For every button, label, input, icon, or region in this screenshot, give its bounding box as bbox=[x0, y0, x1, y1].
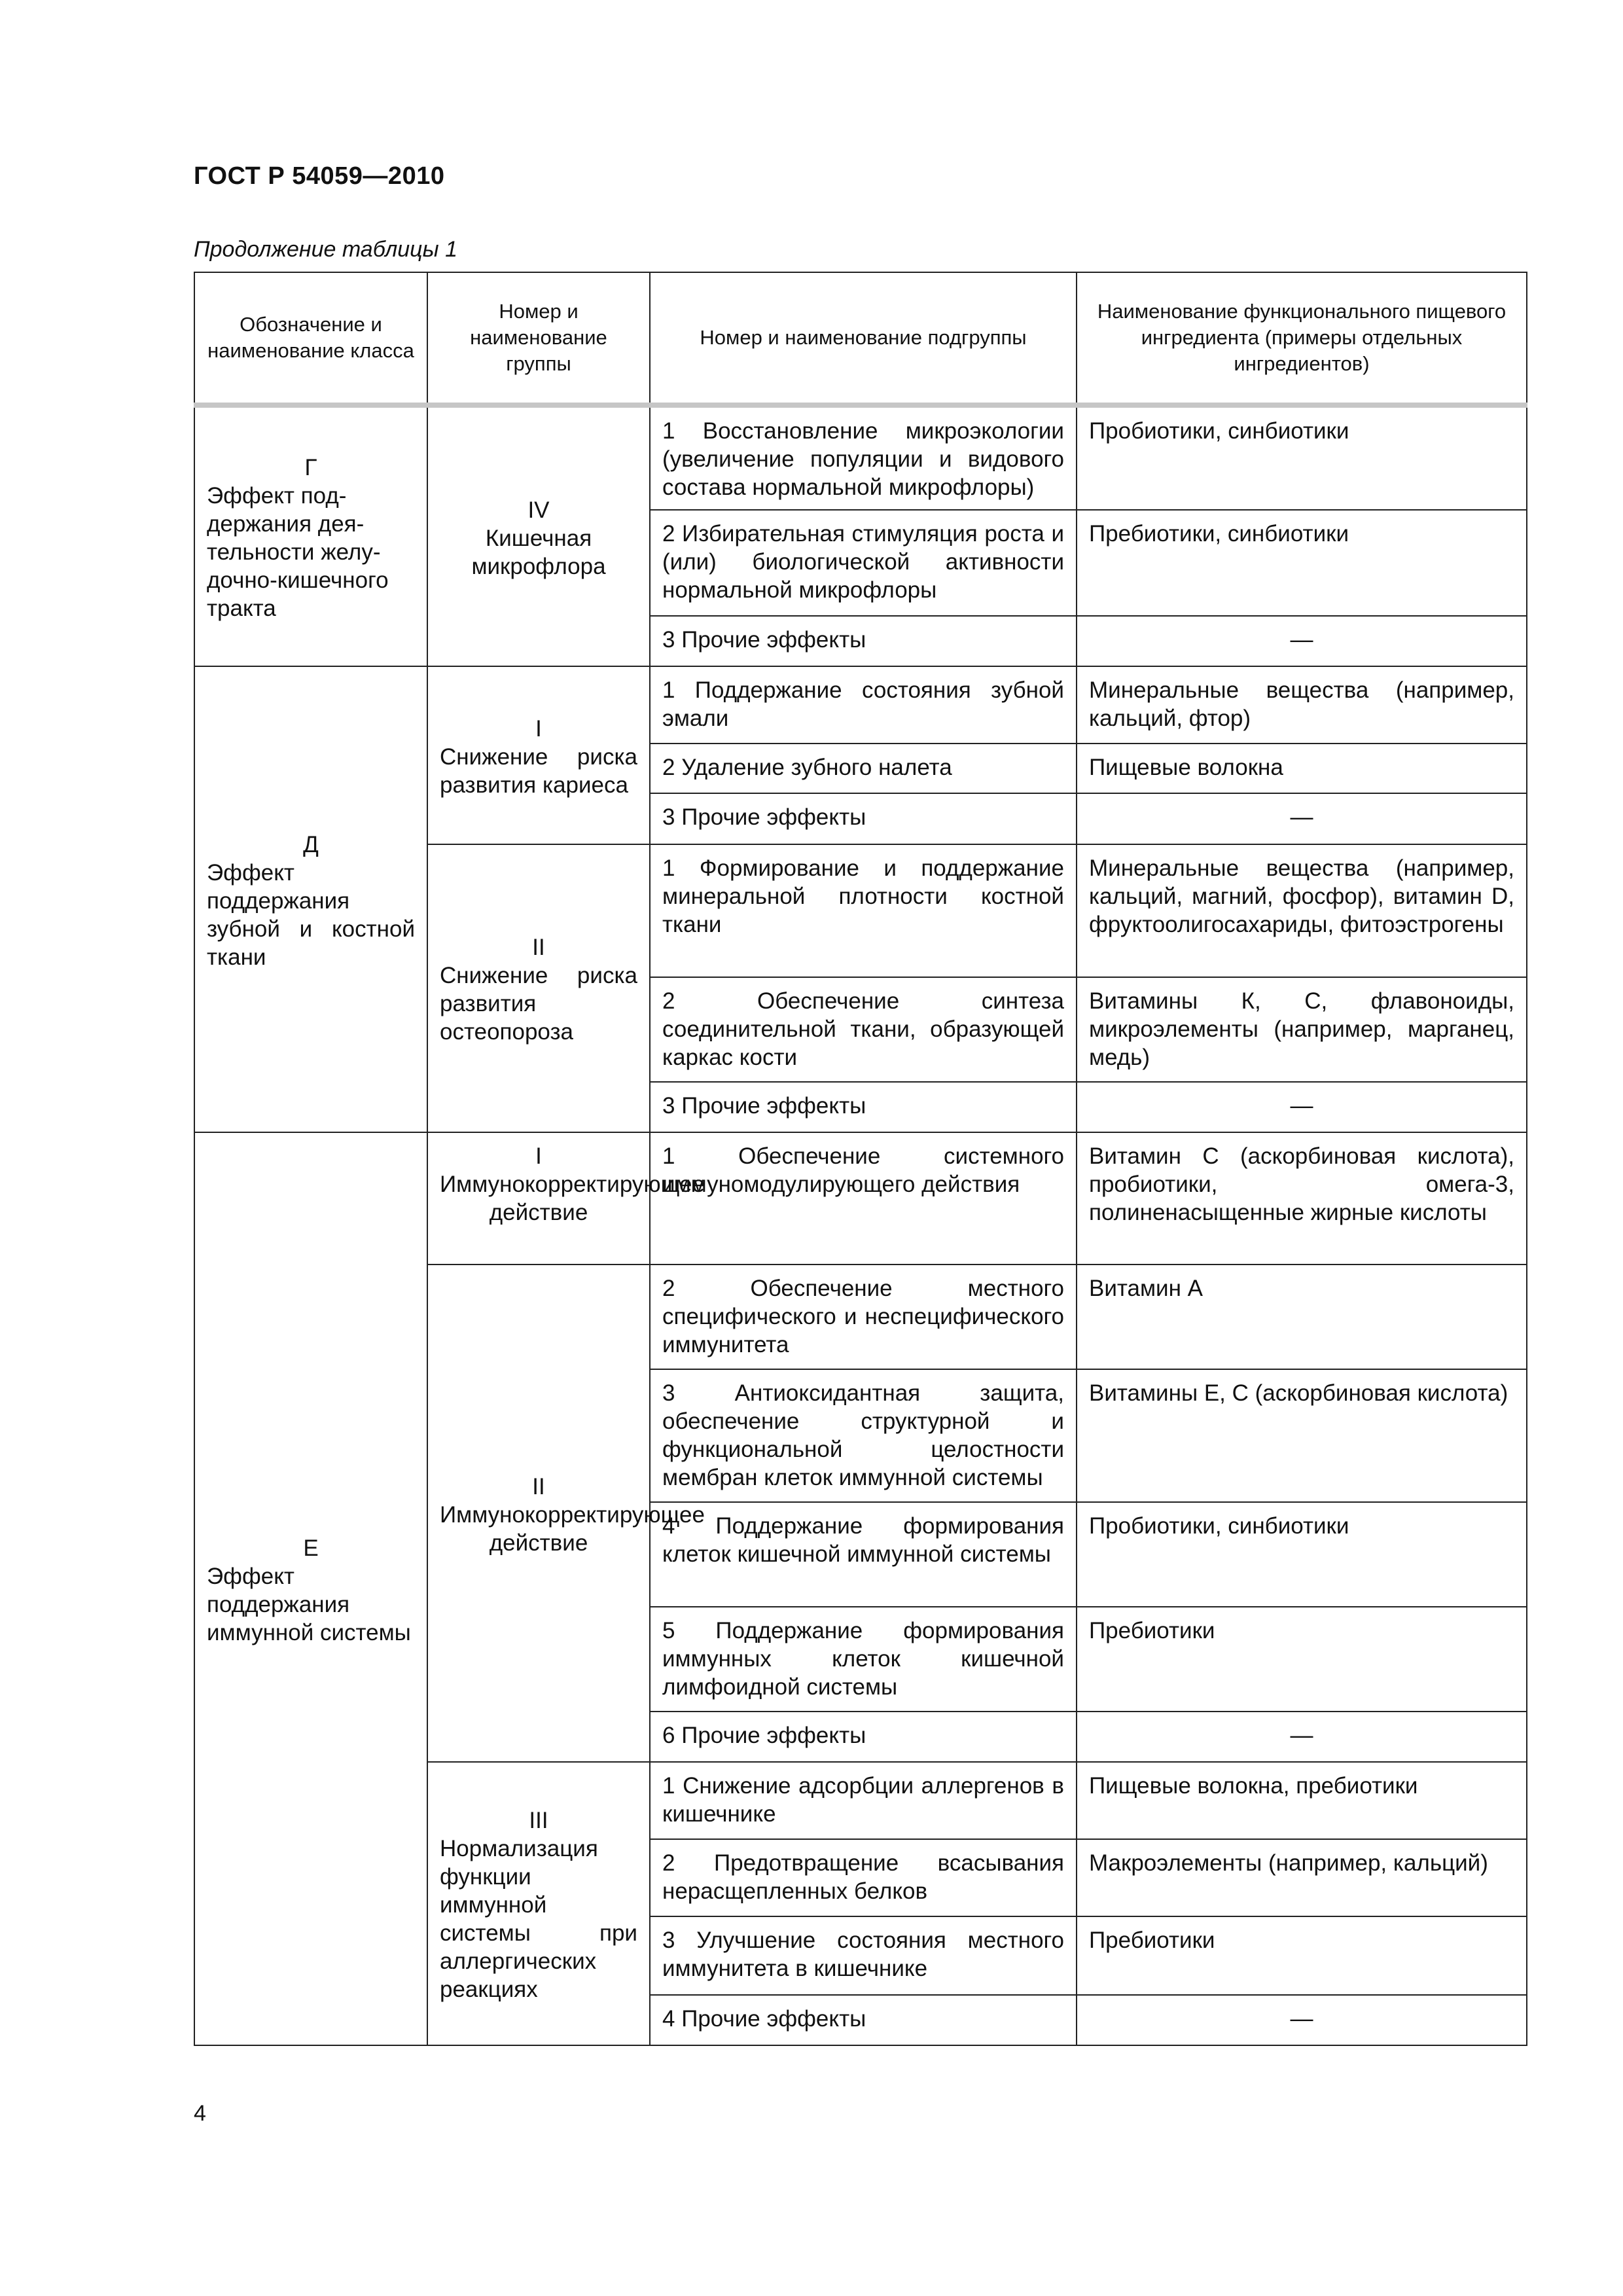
document-code: ГОСТ Р 54059—2010 bbox=[194, 162, 445, 190]
class-letter: Г bbox=[304, 455, 317, 480]
class-letter: Д bbox=[303, 831, 319, 857]
subgroup-cell: 2 Предотвращение всасывания нерасщепленных белков bbox=[650, 1839, 1077, 1916]
group-name: Иммунокорректирующее действие bbox=[440, 1172, 705, 1225]
group-cell bbox=[427, 1265, 705, 1762]
ingredient-cell bbox=[1077, 1995, 1527, 2045]
subgroup-cell: 3 Прочие эффекты bbox=[650, 793, 1077, 844]
subgroup-cell: 4 Поддержание формирования клеток кишечной иммунной системы bbox=[650, 1502, 1077, 1607]
group-cell bbox=[427, 666, 650, 844]
subgroup-cell: 3 Прочие эффекты bbox=[650, 616, 1077, 666]
table-row bbox=[194, 1132, 1527, 1265]
class-cell bbox=[194, 666, 427, 1132]
subgroup-cell: 5 Поддержание формирования иммунных клеток кишечной лимфоидной системы bbox=[650, 1607, 1077, 1712]
empty-dash: — bbox=[1290, 2006, 1313, 2032]
ingredient-cell bbox=[1077, 616, 1527, 666]
ingredient-cell: Пробиотики, синбиотики bbox=[1077, 1502, 1527, 1607]
subgroup-cell: 1 Обеспечение системного иммуномодулирующего действия bbox=[650, 1132, 1077, 1265]
subgroup-cell: 4 Прочие эффекты bbox=[650, 1995, 1077, 2045]
subgroup-cell: 3 Антиоксидантная защита, обеспечение структурной и функциональной целостности мембран клеток иммунной системы bbox=[650, 1369, 1077, 1502]
empty-dash: — bbox=[1290, 1093, 1313, 1119]
table-continuation-caption: Продолжение таблицы 1 bbox=[194, 237, 457, 262]
table-header-row bbox=[194, 272, 1527, 405]
column-header-group: Номер и наименование группы bbox=[427, 272, 650, 405]
ingredient-cell: Минеральные вещества (например, кальций, магний, фосфор), витамин D, фруктоолигосахариды, фитоэстрогены bbox=[1077, 844, 1527, 977]
column-header-class: Обозначение и наименование класса bbox=[194, 272, 427, 405]
group-cell bbox=[427, 1762, 650, 2045]
group-cell bbox=[427, 1132, 705, 1265]
group-cell bbox=[427, 405, 650, 666]
subgroup-cell: 3 Улучшение состояния местного иммунитета в кишечнике bbox=[650, 1916, 1077, 1995]
subgroup-cell: 1 Поддержание состояния зубной эмали bbox=[650, 666, 1077, 744]
group-name: Снижение риска развития кариеса bbox=[440, 744, 637, 798]
column-header-ingredient: Наименование функционального пищевого ингредиента (примеры отдельных ингредиентов) bbox=[1077, 272, 1527, 405]
page-number: 4 bbox=[194, 2101, 206, 2126]
group-name: Кишечная микрофлора bbox=[471, 525, 606, 579]
ingredient-cell: Витамины К, С, флавоноиды, микроэлементы (например, марганец, медь) bbox=[1077, 977, 1527, 1082]
ingredients-table bbox=[194, 272, 1527, 2046]
group-name: Нормализация функции иммунной системы при аллергических реакциях bbox=[440, 1836, 637, 2002]
ingredient-cell bbox=[1077, 1082, 1527, 1132]
subgroup-cell: 2 Избирательная стимуляция роста и (или) биологической активности нормальной микрофлоры bbox=[650, 510, 1077, 616]
group-number: II bbox=[532, 1473, 545, 1499]
ingredient-cell: Пребиотики bbox=[1077, 1916, 1527, 1995]
ingredient-cell: Минеральные вещества (например, кальций, фтор) bbox=[1077, 666, 1527, 744]
ingredient-cell bbox=[1077, 1712, 1527, 1762]
class-letter: Е bbox=[303, 1535, 319, 1561]
class-name: Эффект поддержания зубной и костной ткани bbox=[207, 859, 415, 970]
subgroup-cell: 2 Удаление зубного налета bbox=[650, 744, 1077, 793]
ingredient-cell: Пребиотики bbox=[1077, 1607, 1527, 1712]
table-row bbox=[194, 666, 1527, 744]
group-number: I bbox=[535, 1143, 542, 1169]
subgroup-cell: 2 Обеспечение синтеза соединительной ткани, образующей каркас кости bbox=[650, 977, 1077, 1082]
empty-dash: — bbox=[1290, 1723, 1313, 1748]
group-number: IV bbox=[527, 497, 550, 523]
ingredient-cell: Пищевые волокна bbox=[1077, 744, 1527, 793]
subgroup-cell: 2 Обеспечение местного специфического и неспецифического иммунитета bbox=[650, 1265, 1077, 1369]
table-row bbox=[194, 405, 1527, 510]
ingredient-cell: Пребиотики, синбиотики bbox=[1077, 510, 1527, 616]
ingredient-cell: Пищевые волокна, пребиотики bbox=[1077, 1762, 1527, 1839]
ingredient-cell: Витамин С (аскорбиновая кислота), пробиотики, омега-3, полиненасыщенные жирные кислоты bbox=[1077, 1132, 1527, 1265]
class-name: Эффект под-держания дея-тельности желу-дочно-кишечного тракта bbox=[207, 483, 389, 621]
ingredient-cell: Пробиотики, синбиотики bbox=[1077, 405, 1527, 510]
subgroup-cell: 3 Прочие эффекты bbox=[650, 1082, 1077, 1132]
class-name: Эффект поддержания иммунной системы bbox=[207, 1563, 411, 1645]
group-name: Снижение риска развития остеопороза bbox=[440, 963, 637, 1045]
empty-dash: — bbox=[1290, 627, 1313, 653]
group-number: III bbox=[529, 1808, 548, 1833]
group-number: II bbox=[532, 935, 545, 960]
ingredient-cell bbox=[1077, 793, 1527, 844]
ingredient-cell: Витамины Е, С (аскорбиновая кислота) bbox=[1077, 1369, 1527, 1502]
group-number: I bbox=[535, 715, 542, 742]
subgroup-cell: 1 Формирование и поддержание минеральной плотности костной ткани bbox=[650, 844, 1077, 977]
class-cell bbox=[194, 1132, 427, 2045]
class-cell bbox=[194, 405, 427, 666]
column-header-subgroup: Номер и наименование подгруппы bbox=[650, 272, 1077, 405]
subgroup-cell: 1 Снижение адсорбции аллергенов в кишечнике bbox=[650, 1762, 1077, 1839]
ingredient-cell: Макроэлементы (например, кальций) bbox=[1077, 1839, 1527, 1916]
group-cell bbox=[427, 844, 650, 1132]
ingredient-cell: Витамин А bbox=[1077, 1265, 1527, 1369]
group-name: Иммунокорректирующее действие bbox=[440, 1501, 705, 1556]
subgroup-cell: 6 Прочие эффекты bbox=[650, 1712, 1077, 1762]
subgroup-cell: 1 Восстановление микроэкологии (увеличение популяции и видового состава нормальной микрофлоры) bbox=[650, 405, 1077, 510]
empty-dash: — bbox=[1290, 804, 1313, 830]
